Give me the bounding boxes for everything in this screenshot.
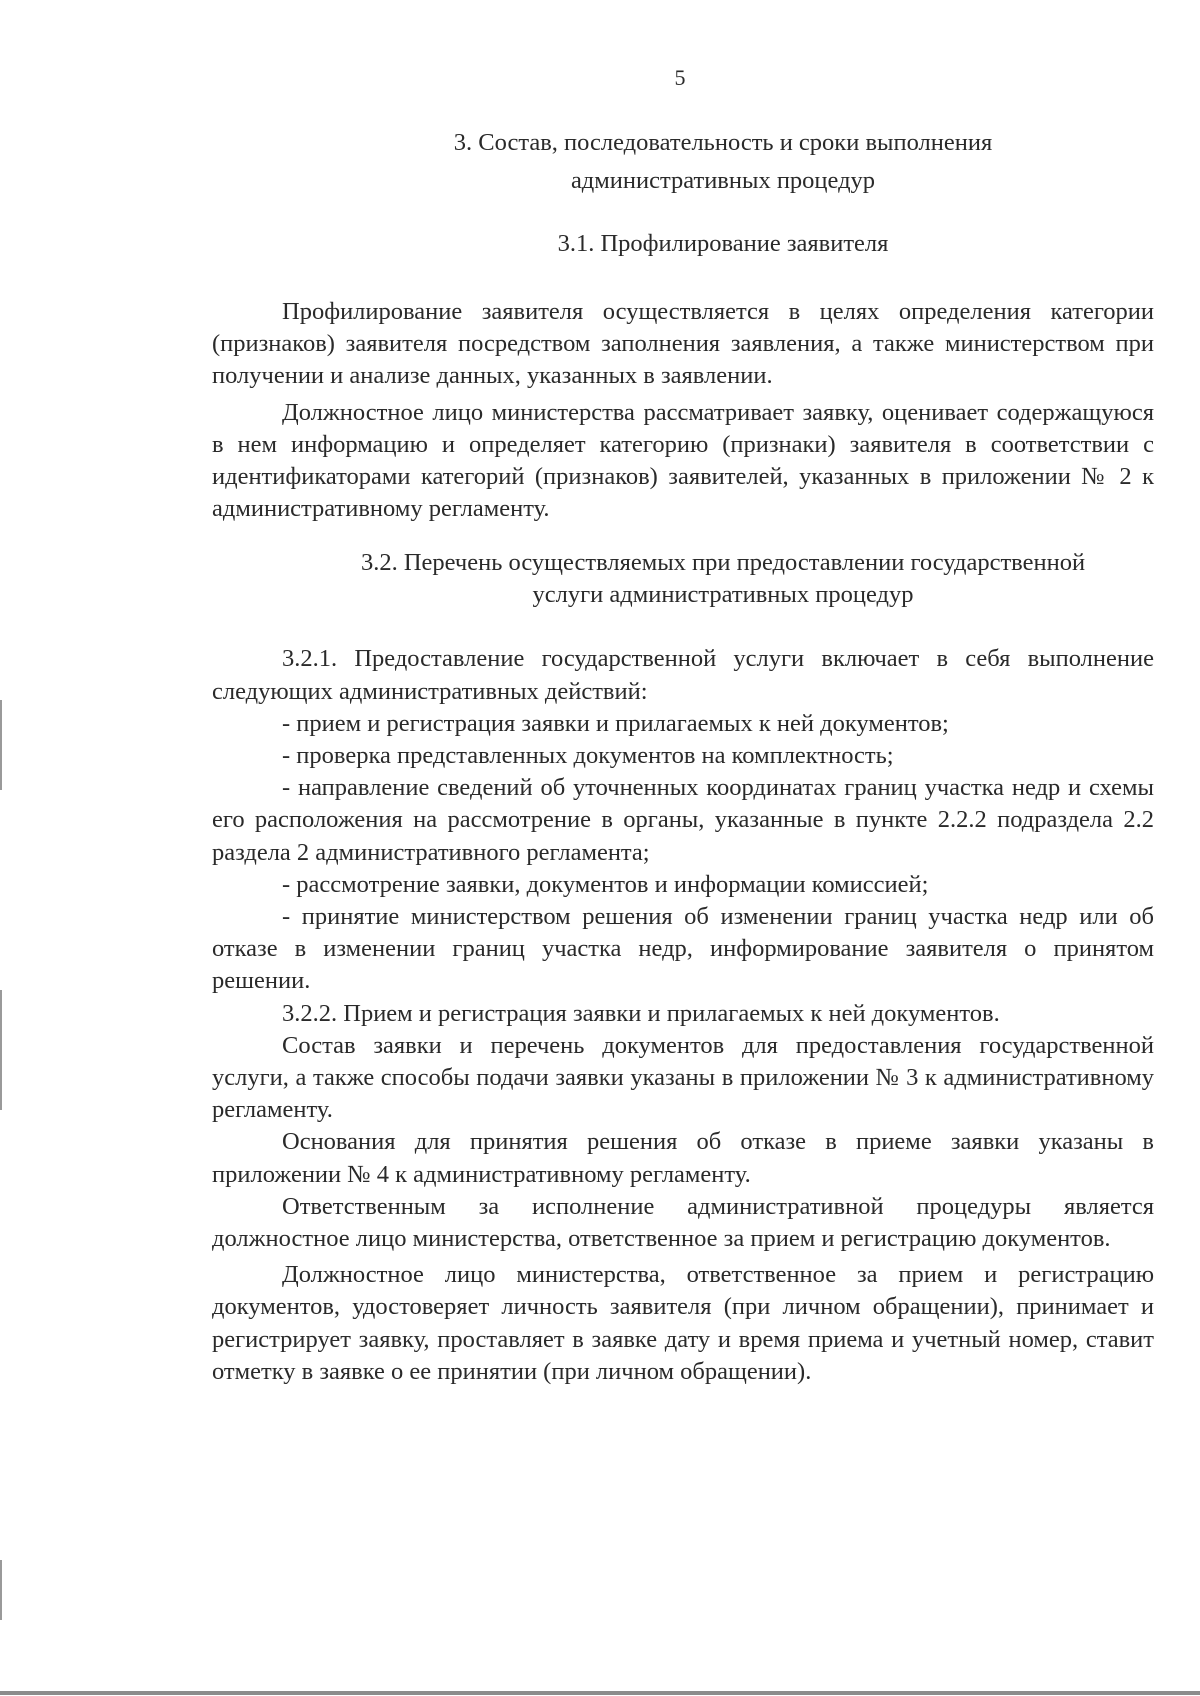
section-3-2-paragraph: Основания для принятия решения об отказе в приеме заявки указаны в приложении № 4 к административному регламенту. [212, 1128, 1154, 1188]
section-3-heading-line-1: 3. Состав, последовательность и сроки выполнения [453, 129, 993, 156]
section-3-2-paragraph: Ответственным за исполнение административной процедуры является должностное лицо министерства, ответственное за прием и регистрацию документов. [212, 1192, 1154, 1253]
section-3-2-2-heading-paragraph: 3.2.2. Прием и регистрация заявки и прилагаемых к ней документов. [282, 999, 1000, 1027]
list-item: - направление сведений об уточненных координатах границ участка недр и схемы его расположения на рассмотрение в органы, указанные в пункте 2.2.2 подраздела 2.2 раздела 2 административного регламента; [212, 774, 1154, 866]
scan-bottom-edge [0, 1691, 1200, 1695]
section-3-heading-line-2: административных процедур [570, 167, 876, 194]
section-3-1-paragraph: Должностное лицо министерства рассматривает заявку, оценивает содержащуюся в нем информацию и определяет категорию (признаки) заявителя в соответствии с идентификаторами категорий (признаков) заявителей, указанных в приложении № 2 к административному регламенту. [212, 398, 1154, 523]
scan-edge-mark [0, 990, 2, 1110]
list-item: - проверка представленных документов на комплектность; [282, 742, 894, 770]
section-3-2-paragraph: 3.2.1. Предоставление государственной услуги включает в себя выполнение следующих административных действий: [212, 645, 1154, 705]
section-3-2-paragraph: Должностное лицо министерства, ответственное за прием и регистрацию документов, удостоверяет личность заявителя (при личном обращении), принимает и регистрирует заявку, проставляет в заявке дату и время приема и учетный номер, ставит отметку в заявке о ее принятии (при личном обращении). [212, 1261, 1154, 1385]
section-3-1-heading: 3.1. Профилирование заявителя [557, 230, 889, 257]
list-item: - прием и регистрация заявки и прилагаемых к ней документов; [282, 709, 949, 737]
scan-edge-mark [0, 1560, 2, 1620]
section-3-2-heading-line-2: услуги административных процедур [532, 581, 914, 609]
section-3-2-paragraph: Состав заявки и перечень документов для предоставления государственной услуги, а также способы подачи заявки указаны в приложении № 3 к административному регламенту. [212, 1031, 1154, 1124]
section-3-2-heading [212, 547, 1154, 611]
list-item: - принятие министерством решения об изменении границ участка недр или об отказе в изменении границ участка недр, информирование заявителя о принятом решении. [212, 903, 1154, 995]
scan-edge-mark [0, 700, 2, 790]
section-3-1-paragraph: Профилирование заявителя осуществляется в целях определения категории (признаков) заявителя посредством заполнения заявления, а также министерством при получении и анализе данных, указанных в заявлении. [212, 298, 1154, 390]
section-3-2-heading-line-1: 3.2. Перечень осуществляемых при предоставлении государственной [360, 549, 1086, 577]
section-3-heading [212, 124, 1154, 200]
page-number: 5 [674, 65, 686, 90]
list-item: - рассмотрение заявки, документов и информации комиссией; [282, 870, 929, 898]
document-body [212, 120, 1154, 1388]
